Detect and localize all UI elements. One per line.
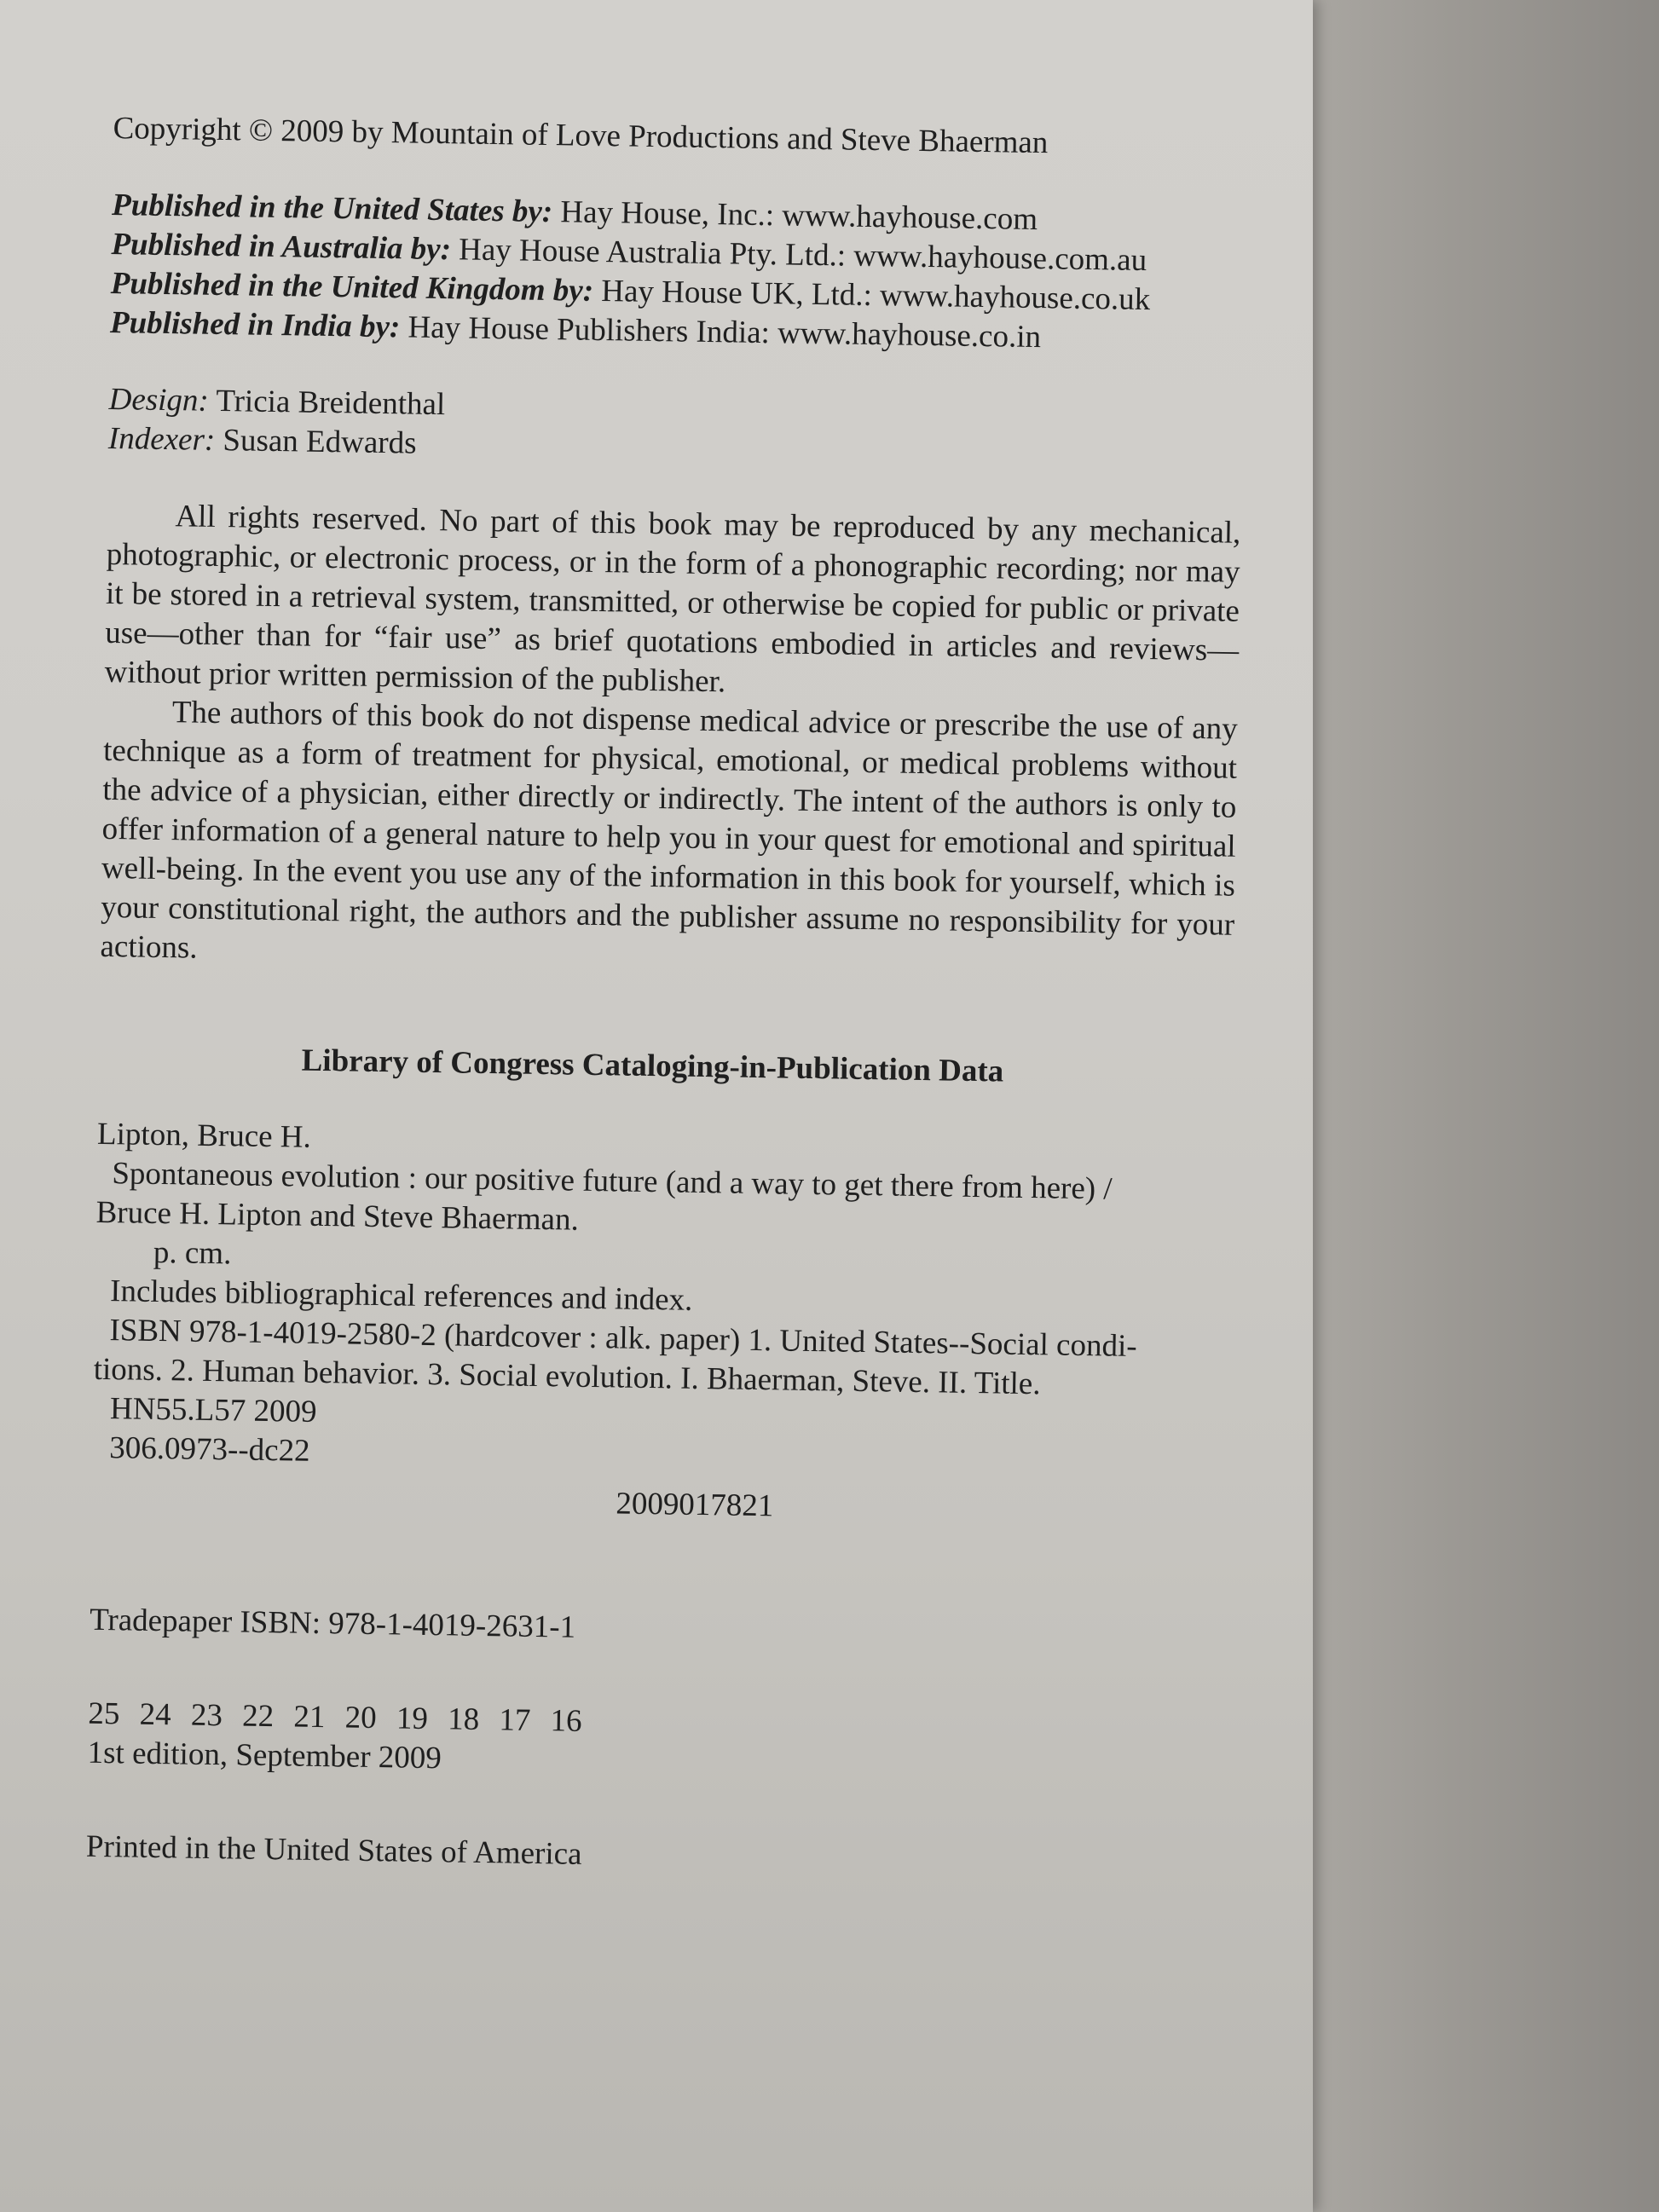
printing-numbers: 25 24 23 22 21 20 19 18 17 16 [88,1695,582,1739]
tradepaper-isbn: Tradepaper ISBN: 978-1-4019-2631-1 [89,1602,576,1645]
cip-title-line-1: Spontaneous evolution : our positive future (and a way to get there from here) / [112,1156,1113,1207]
publisher-australia-text: Hay House Australia Pty. Ltd.: www.hayhouse.com.au [450,232,1147,279]
edition-line: 1st edition, September 2009 [87,1735,442,1776]
cip-isbn-line-2: tions. 2. Human behavior. 3. Social evolution. I. Bhaerman, Steve. II. Title. [93,1351,1041,1402]
cip-dewey: 306.0973--dc22 [109,1430,310,1469]
cip-lc-class: HN55.L57 2009 [109,1391,317,1429]
cip-block [91,1038,1233,1533]
rights-paragraph: All rights reserved. No part of this book may be reproduced by any mechanical, photographic, or electronic process, or in the form of a phonographic recording; nor may it be stored in a retrieval system, transmitted, or otherwise be copied for public or private use—other than for “fair use” as brief quotations embodied in articles and reviews—without prior written permission of the publisher. [104,499,1241,700]
cip-title-line-2: Bruce H. Lipton and Steve Bhaerman. [95,1194,580,1238]
credit-design-text: Tricia Breidenthal [208,383,446,423]
credit-indexer-label: Indexer: [107,420,216,458]
cip-heading: Library of Congress Cataloging-in-Publication Data [301,1042,1004,1089]
credit-design-label: Design: [108,381,210,419]
disclaimer-paragraph: The authors of this book do not dispense medical advice or prescribe the use of any technique as a form of treatment for physical, emotional, or medical problems without the advice of a physician, either directly or indirectly. The intent of the authors is only to offer information of a general nature to help you in your quest for emotional and spiritual well-being. In the event you use any of the information in this book for yourself, which is your constitutional right, the authors and the publisher assume no responsibility for your actions. [100,695,1239,966]
credit-indexer-text: Susan Edwards [214,422,417,461]
page-content [86,109,1247,1885]
publisher-us-text: Hay House, Inc.: www.hayhouse.com [552,194,1038,238]
cip-isbn-line-1: ISBN 978-1-4019-2580-2 (hardcover : alk. paper) 1. United States--Social condi- [109,1313,1137,1365]
publisher-us-label: Published in the United States by: [111,187,553,230]
cip-includes: Includes bibliographical references and index. [109,1273,693,1318]
publisher-india-text: Hay House Publishers India: www.hayhouse.co.in [399,309,1042,355]
publisher-australia-label: Published in Australia by: [111,226,452,268]
copyright-line: Copyright © 2009 by Mountain of Love Productions and Steve Bhaerman [113,110,1049,161]
adjacent-page-edge [1313,0,1659,2212]
publisher-india-label: Published in India by: [109,304,401,345]
publishers-list [110,186,1246,361]
printed-in-line: Printed in the United States of America [85,1828,582,1872]
publisher-uk-label: Published in the United Kingdom by: [110,265,594,309]
cip-lccn: 2009017821 [616,1486,774,1524]
cip-pages: p. cm. [153,1234,232,1272]
publisher-uk-text: Hay House UK, Ltd.: www.hayhouse.co.uk [592,273,1151,318]
cip-author: Lipton, Bruce H. [96,1116,312,1155]
